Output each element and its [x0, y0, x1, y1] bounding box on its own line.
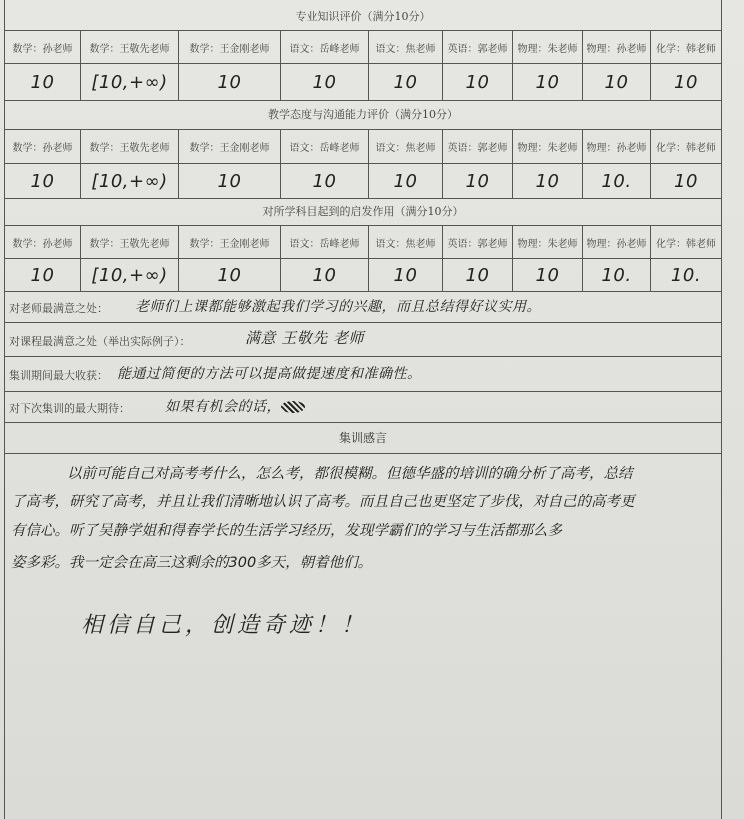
- question-label: 对老师最满意之处：: [9, 302, 108, 315]
- question-label: 对课程最满意之处（举出实际例子）：: [9, 335, 191, 348]
- header-cell: 英语：郭老师: [443, 226, 513, 258]
- header-cell: 物理：朱老师: [513, 31, 583, 63]
- header-cell: 数学：王金刚老师: [179, 130, 281, 163]
- header-cell: 英语：郭老师: [443, 31, 513, 63]
- header-cell: 数学：王金刚老师: [179, 31, 281, 63]
- question-answer: [165, 396, 305, 416]
- essay-line: 以前可能自己对高考考什么，怎么考，都很模糊。但德华盛的培训的确分析了高考，总结: [67, 466, 633, 482]
- question-answer: 满意 王敬先 老师: [245, 329, 365, 347]
- score-cell: 10: [369, 64, 443, 100]
- header-cell: 物理：朱老师: [513, 226, 583, 258]
- score-cell: 10: [674, 170, 698, 192]
- essay-line: 姿多彩。我一定会在高三这剩余的300多天，朝着他们。: [11, 555, 373, 571]
- header-cell: 数学：王敬先老师: [81, 226, 179, 258]
- score-cell: 10.: [670, 264, 702, 286]
- score-cell: 10: [281, 64, 369, 100]
- section1-score-row: [5, 64, 721, 101]
- header-cell: 物理：朱老师: [513, 130, 583, 163]
- header-cell: 数学：王金刚老师: [179, 226, 281, 258]
- score-cell: 10: [674, 71, 698, 93]
- score-cell: 10: [5, 259, 81, 291]
- section1-title: 专业知识评价（满分10分）: [5, 0, 721, 31]
- section3-score-row: [5, 259, 721, 292]
- essay-closing: 相信自己，创造奇迹！！: [81, 613, 368, 638]
- score-cell: 10: [179, 64, 281, 100]
- score-cell: [10,+∞): [81, 164, 179, 198]
- score-cell: 10: [5, 64, 81, 100]
- score-cell: 10: [513, 259, 583, 291]
- header-cell: 英语：郭老师: [443, 130, 513, 163]
- header-cell: 物理：孙老师: [583, 226, 651, 258]
- header-cell: 语文：焦老师: [369, 130, 443, 163]
- question-row: [5, 392, 721, 423]
- section2-header-row: [5, 130, 721, 164]
- question-answer-text: 如果有机会的话，: [165, 399, 281, 415]
- question-label: 对下次集训的最大期待：: [9, 402, 130, 415]
- header-cell: 数学：孙老师: [5, 31, 81, 63]
- header-cell: 数学：王敬先老师: [81, 130, 179, 163]
- score-cell: 10: [443, 164, 513, 198]
- header-cell: 物理：孙老师: [583, 130, 651, 163]
- header-cell: 化学：韩老师: [656, 143, 716, 154]
- score-cell: 10: [179, 164, 281, 198]
- score-cell: 10: [369, 164, 443, 198]
- section1-header-row: [5, 31, 721, 64]
- header-cell: 语文：焦老师: [369, 226, 443, 258]
- header-cell: 语文：岳峰老师: [281, 31, 369, 63]
- score-cell: 10: [281, 164, 369, 198]
- section3-header-row: [5, 226, 721, 259]
- score-cell: [10,+∞): [81, 64, 179, 100]
- header-cell: 语文：岳峰老师: [281, 130, 369, 163]
- score-cell: 10: [281, 259, 369, 291]
- score-cell: 10: [369, 259, 443, 291]
- scribble-mark: [281, 401, 305, 413]
- essay-title: 集训感言: [5, 423, 721, 454]
- score-cell: [10,+∞): [81, 259, 179, 291]
- evaluation-form: [4, 0, 722, 819]
- header-cell: 物理：孙老师: [583, 31, 651, 63]
- score-cell: 10.: [583, 259, 651, 291]
- score-cell: 10: [513, 164, 583, 198]
- header-cell: 语文：焦老师: [369, 31, 443, 63]
- question-label: 集训期间最大收获：: [9, 369, 108, 382]
- score-cell: 10: [5, 164, 81, 198]
- question-answer: 老师们上课都能够激起我们学习的兴趣，而且总结得好议实用。: [135, 299, 541, 315]
- question-row: [5, 323, 721, 357]
- score-cell: 10: [443, 64, 513, 100]
- header-cell: 语文：岳峰老师: [281, 226, 369, 258]
- section2-title: 教学态度与沟通能力评价（满分10分）: [5, 101, 721, 130]
- question-row: [5, 357, 721, 392]
- score-cell: 10.: [583, 164, 651, 198]
- header-cell: 数学：孙老师: [5, 226, 81, 258]
- score-cell: 10: [179, 259, 281, 291]
- section3-title: 对所学科目起到的启发作用（满分10分）: [5, 199, 721, 226]
- question-answer: 能通过简便的方法可以提高做提速度和准确性。: [117, 366, 422, 382]
- header-cell: 数学：孙老师: [5, 130, 81, 163]
- header-cell: 化学：韩老师: [656, 238, 716, 250]
- score-cell: 10: [513, 64, 583, 100]
- essay-line: 了高考，研究了高考，并且让我们清晰地认识了高考。而且自己也更坚定了步伐，对自己的高考更: [11, 494, 635, 510]
- question-row: [5, 292, 721, 323]
- header-cell: 数学：王敬先老师: [81, 31, 179, 63]
- header-cell: 化学：韩老师: [656, 43, 716, 55]
- score-cell: 10: [583, 64, 651, 100]
- section2-score-row: [5, 164, 721, 199]
- essay-line: 有信心。听了吴静学姐和得春学长的生活学习经历，发现学霸们的学习与生活都那么多: [11, 523, 562, 539]
- score-cell: 10: [443, 259, 513, 291]
